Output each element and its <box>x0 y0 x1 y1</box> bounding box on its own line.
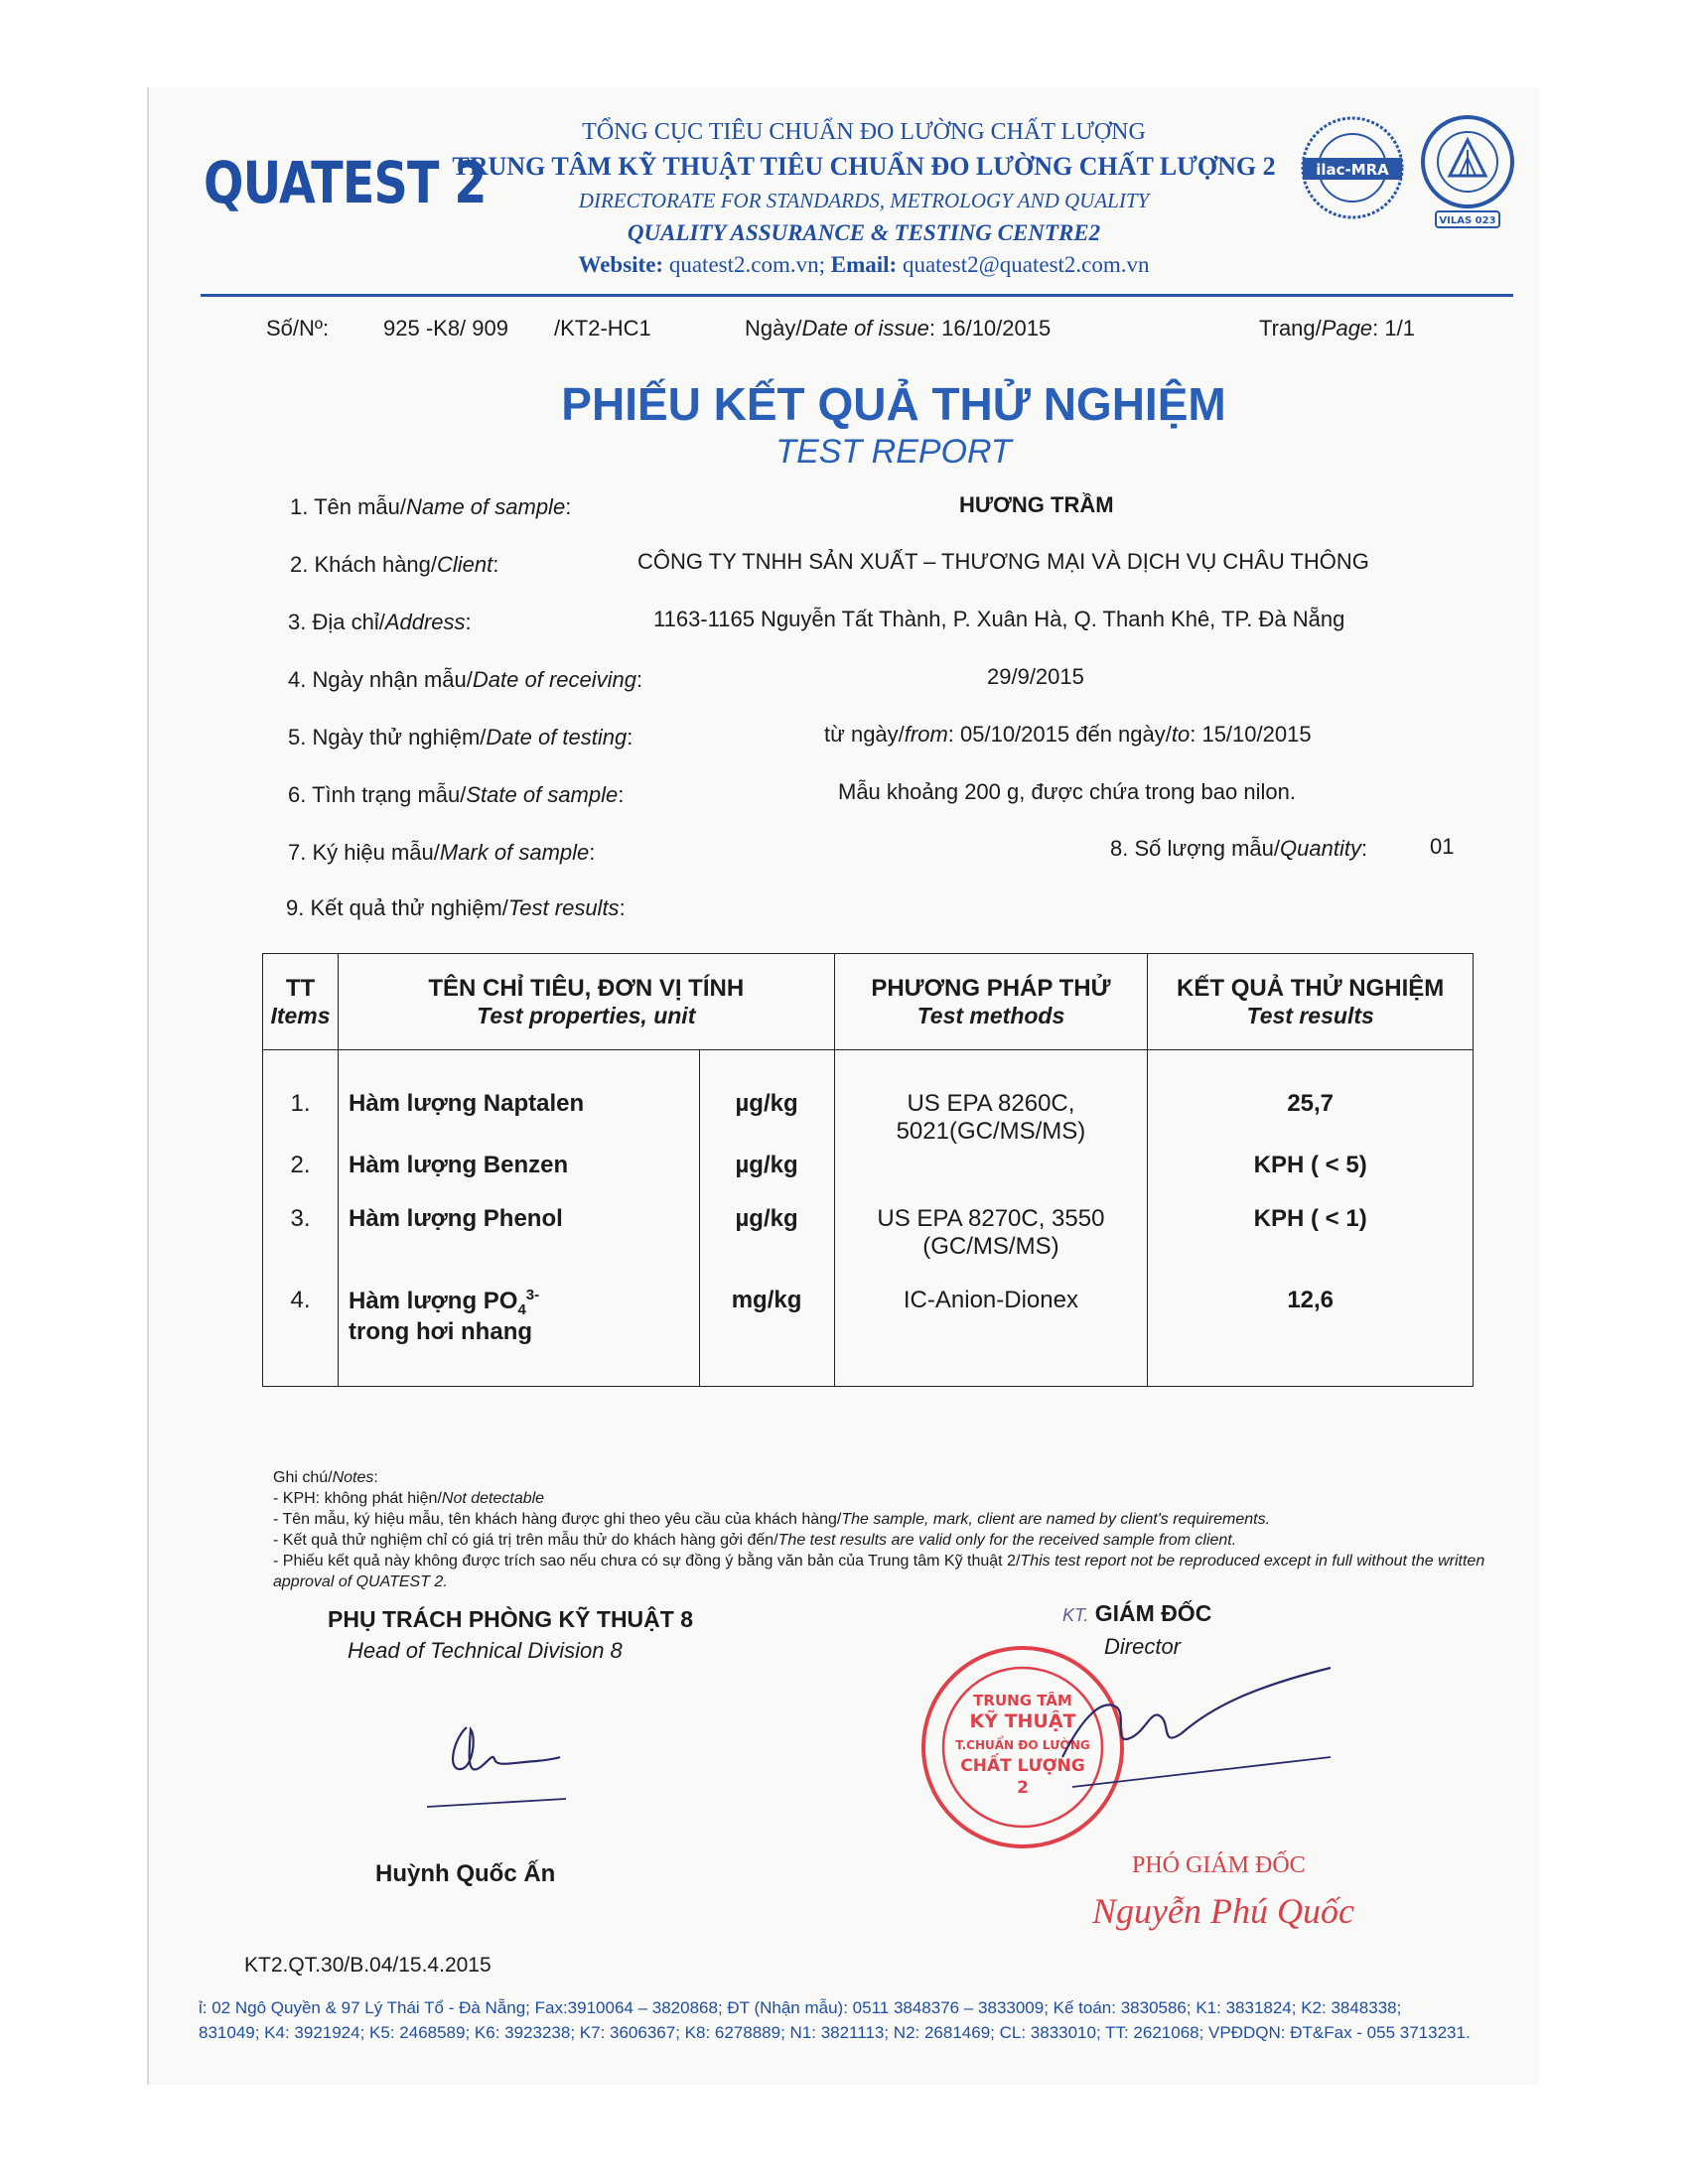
row-method <box>834 1146 1148 1179</box>
header-methods: PHƯƠNG PHÁP THỬ Test methods <box>834 954 1148 1050</box>
row-no: 4. <box>263 1261 339 1386</box>
footer-line-2: 831049; K4: 3921924; K5: 2468589; K6: 3923238; K7: 3606367; K8: 6278889; N1: 3821113; N2: 2681469; CL: 3833010; TT: 2621068; VPĐDQN: ĐT&Fax - 055 3713231. <box>199 2023 1471 2042</box>
table-row <box>263 1261 1474 1386</box>
field-5-value: từ ngày/from: 05/10/2015 đến ngày/to: 15/10/2015 <box>824 722 1312 747</box>
footer-contact <box>199 1995 1529 2045</box>
field-5-label: 5. Ngày thử nghiệm/Date of testing: <box>288 725 633 750</box>
note-1: - KPH: không phát hiện/Not detectable <box>273 1490 545 1507</box>
left-signatory-title: PHỤ TRÁCH PHÒNG KỸ THUẬT 8 <box>328 1606 694 1632</box>
field-4-value: 29/9/2015 <box>987 664 1084 689</box>
note-3: - Kết quả thử nghiệm chỉ có giá trị trên mẫu thử do khách hàng gởi đến/The test results are valid only for the received sample from client. <box>273 1532 1237 1549</box>
svg-text:KỸ THUẬT: KỸ THUẬT <box>969 1710 1076 1732</box>
table-header-row <box>263 954 1474 1050</box>
deputy-director-name: Nguyễn Phú Quốc <box>1092 1891 1354 1931</box>
field-8-label: 8. Số lượng mẫu/Quantity: <box>1110 836 1368 861</box>
row-property: Hàm lượng Benzen <box>338 1146 699 1179</box>
report-number-label: Số/Nº: <box>266 316 330 341</box>
svg-text:2: 2 <box>1017 1778 1029 1798</box>
row-method: US EPA 8260C, 5021(GC/MS/MS) <box>834 1050 1148 1147</box>
svg-text:TRUNG TÂM: TRUNG TÂM <box>973 1692 1072 1709</box>
header-contact <box>427 252 1301 278</box>
field-6-label: 6. Tình trạng mẫu/State of sample: <box>288 782 625 807</box>
left-signatory-subtitle: Head of Technical Division 8 <box>348 1638 623 1663</box>
svg-text:T.CHUẨN ĐO LƯỜNG: T.CHUẨN ĐO LƯỜNG <box>955 1738 1090 1752</box>
table-row <box>263 1050 1474 1147</box>
footer-line-1: ỉ: 02 Ngô Quyền & 97 Lý Thái Tổ - Đà Nẵng; Fax:3910064 – 3820868; ĐT (Nhận mẫu): 0511 3848376 – 3833009; Kế toán: 3830586; K1: 3831824; K2: 3848338; <box>199 1998 1402 2017</box>
field-7-label: 7. Ký hiệu mẫu/Mark of sample: <box>288 840 596 865</box>
row-no: 1. <box>263 1050 339 1147</box>
field-1-value: HƯƠNG TRẦM <box>959 492 1114 517</box>
row-result: KPH ( < 5) <box>1148 1146 1474 1179</box>
row-result: KPH ( < 1) <box>1148 1179 1474 1261</box>
row-result: 25,7 <box>1148 1050 1474 1147</box>
company-stamp-icon <box>914 1638 1350 1866</box>
row-unit: µg/kg <box>699 1179 834 1261</box>
row-result: 12,6 <box>1148 1261 1474 1386</box>
header-line-2: TRUNG TÂM KỸ THUẬT TIÊU CHUẨN ĐO LƯỜNG CHẤT LƯỢNG 2 <box>452 152 1276 181</box>
row-method: IC-Anion-Dionex <box>834 1261 1148 1386</box>
row-unit: µg/kg <box>699 1050 834 1147</box>
header-properties: TÊN CHỈ TIÊU, ĐƠN VỊ TÍNH Test properties, unit <box>338 954 834 1050</box>
note-2: - Tên mẫu, ký hiệu mẫu, tên khách hàng được ghi theo yêu cầu của khách hàng/The sample, mark, client are named by client's requirements. <box>273 1511 1271 1528</box>
report-number-value: 925 -K8/ 909 <box>383 316 508 341</box>
left-signature-icon <box>397 1707 576 1817</box>
row-unit: mg/kg <box>699 1261 834 1386</box>
field-4-label: 4. Ngày nhận mẫu/Date of receiving: <box>288 667 643 692</box>
issue-date-label-en: Date of issue <box>801 316 929 341</box>
field-3-label: 3. Địa chỉ/Address: <box>288 610 472 634</box>
header-line-4: QUALITY ASSURANCE & TESTING CENTRE2 <box>627 220 1101 245</box>
page-value: : 1/1 <box>1372 316 1415 341</box>
email-label: Email: <box>830 252 898 277</box>
field-8-value: 01 <box>1430 834 1455 859</box>
header-items: TT Items <box>263 954 339 1050</box>
issue-date-label-vi: Ngày/ <box>745 316 802 341</box>
svg-text:CHẤT LƯỢNG: CHẤT LƯỢNG <box>960 1756 1085 1776</box>
field-2-label: 2. Khách hàng/Client: <box>290 552 499 577</box>
header-line-3: DIRECTORATE FOR STANDARDS, METROLOGY AND QUALITY <box>578 189 1150 212</box>
seal2-text: VILAS 023 <box>1439 215 1496 226</box>
field-3-value: 1163-1165 Nguyễn Tất Thành, P. Xuân Hà, Q. Thanh Khê, TP. Đà Nẵng <box>653 607 1345 631</box>
left-signatory-name: Huỳnh Quốc Ấn <box>375 1860 556 1887</box>
field-2-value: CÔNG TY TNHH SẢN XUẤT – THƯƠNG MẠI VÀ DỊCH VỤ CHÂU THÔNG <box>637 549 1369 574</box>
results-table <box>262 953 1474 1387</box>
ilac-mra-seal <box>1299 114 1406 221</box>
header-line-1: TỔNG CỤC TIÊU CHUẨN ĐO LƯỜNG CHẤT LƯỢNG <box>582 119 1146 145</box>
row-no: 3. <box>263 1179 339 1261</box>
vilas-seal <box>1418 114 1517 231</box>
page-number <box>1259 316 1415 341</box>
issue-date-value: : 16/10/2015 <box>928 316 1052 341</box>
field-1-label: 1. Tên mẫu/Name of sample: <box>290 494 572 519</box>
row-no: 2. <box>263 1146 339 1179</box>
field-9-label: 9. Kết quả thử nghiệm/Test results: <box>286 895 626 920</box>
email-link[interactable]: quatest2@quatest2.com.vn <box>902 252 1150 277</box>
report-number <box>266 316 329 341</box>
row-method: US EPA 8270C, 3550 (GC/MS/MS) <box>834 1179 1148 1261</box>
row-property: Hàm lượng Naptalen <box>338 1050 699 1147</box>
issue-date <box>745 316 1051 341</box>
header-results: KẾT QUẢ THỬ NGHIỆM Test results <box>1148 954 1474 1050</box>
notes-title: Ghi chú/Notes: <box>273 1469 378 1486</box>
row-unit: µg/kg <box>699 1146 834 1179</box>
report-title: PHIẾU KẾT QUẢ THỬ NGHIỆM <box>561 378 1226 430</box>
field-6-value: Mẫu khoảng 200 g, được chứa trong bao nilon. <box>838 779 1296 804</box>
report-subtitle: TEST REPORT <box>775 433 1012 471</box>
row-property: Hàm lượng Phenol <box>338 1179 699 1261</box>
table-row <box>263 1146 1474 1179</box>
note-4: - Phiếu kết quả này không được trích sao nếu chưa có sự đồng ý bằng văn bản của Trung tâm Kỹ thuật 2/This test report not be reproduced except in full without the written approval of QUATEST 2. <box>273 1553 1485 1590</box>
table-row <box>263 1179 1474 1261</box>
seal1-text: ilac-MRA <box>1316 161 1389 179</box>
header-divider <box>201 294 1513 297</box>
page-label-vi: Trang/ <box>1259 316 1322 341</box>
form-code: KT2.QT.30/B.04/15.4.2015 <box>244 1954 492 1977</box>
website-link[interactable]: quatest2.com.vn; <box>668 252 825 277</box>
right-signatory-subtitle: Director <box>1104 1634 1182 1659</box>
row-property: Hàm lượng $PO_4^{3-}$ trong hơi nhang <box>338 1261 699 1386</box>
right-signatory-title: KT. GIÁM ĐỐC <box>1062 1600 1212 1626</box>
quatest-logo: QUATEST 2 <box>204 149 487 216</box>
deputy-director-title: PHÓ GIÁM ĐỐC <box>1132 1852 1306 1878</box>
website-label: Website: <box>578 252 664 277</box>
page-label-en: Page <box>1321 316 1373 341</box>
notes <box>273 1467 1504 1592</box>
report-number-suffix: /KT2-HC1 <box>554 316 651 341</box>
